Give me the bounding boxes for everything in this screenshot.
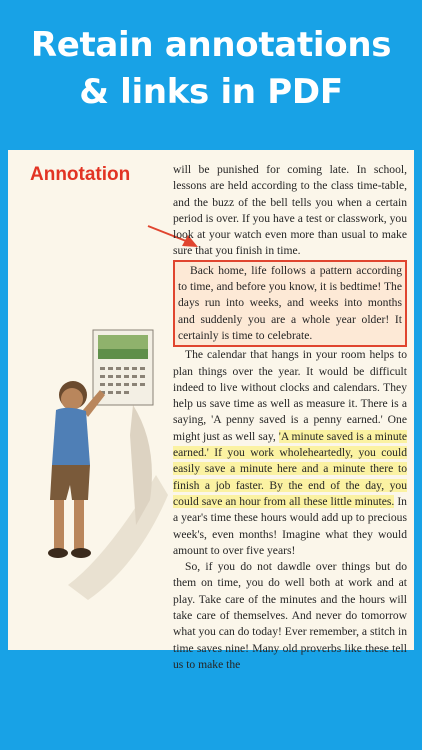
headline-line-2: & links in PDF xyxy=(79,72,343,112)
text-segment: So, if you do not dawdle over things but do them on time, you do well both at work and at play. Take care of the minutes and the hours will take care of themselves. And never do tomorrow what you can do today! Ever remember, a stitch in time saves nine! Many old proverbs like these tell us to make the xyxy=(173,560,407,671)
pdf-page-preview xyxy=(8,150,414,671)
page-body-text xyxy=(173,162,407,673)
promo-headline xyxy=(0,22,422,116)
boxed-annotation-paragraph[interactable] xyxy=(173,260,407,347)
paragraph-4 xyxy=(173,559,407,673)
annotation-label: Annotation xyxy=(30,164,131,185)
headline-line-1: Retain annotations xyxy=(30,25,392,65)
text-segment: Back home, life follows a pattern according to time, and before you know, it is bedtime! The days run into weeks, and weeks into months and suddenly you are a whole year older! It certainly is time to celebrate. xyxy=(178,263,402,342)
paragraph-1 xyxy=(173,162,407,260)
boy-with-calendar-illustration xyxy=(38,325,173,615)
text-segment: will be punished for coming late. In school, lessons are held according to the class time-table, and the buzz of the bell tells you when a certain period is over. If you have a test or classwork, you look at your watch even more than usual to make sure that you finish in time. xyxy=(173,163,407,258)
text-segment: The calendar that hangs in your room helps to plan things over the year. It would be difficult indeed to live without clocks and calendars. They help us save time as well as measure it. There is a saying, 'A penny saved is a penny earned.' One might just as well say, xyxy=(173,348,407,443)
highlighted-text-annotation[interactable]: 'A minute saved is a minute earned.' If you work wholeheartedly, you could easily save a minute here and a minute there to finish a job faster. By the end of the day, you could save an hour from all these little minutes. xyxy=(173,429,407,508)
text-segment: In a year's time these hours would add up to precious week's, even months! Imagine what they would amount to over five years! xyxy=(173,494,407,557)
paragraph-3 xyxy=(173,347,407,559)
